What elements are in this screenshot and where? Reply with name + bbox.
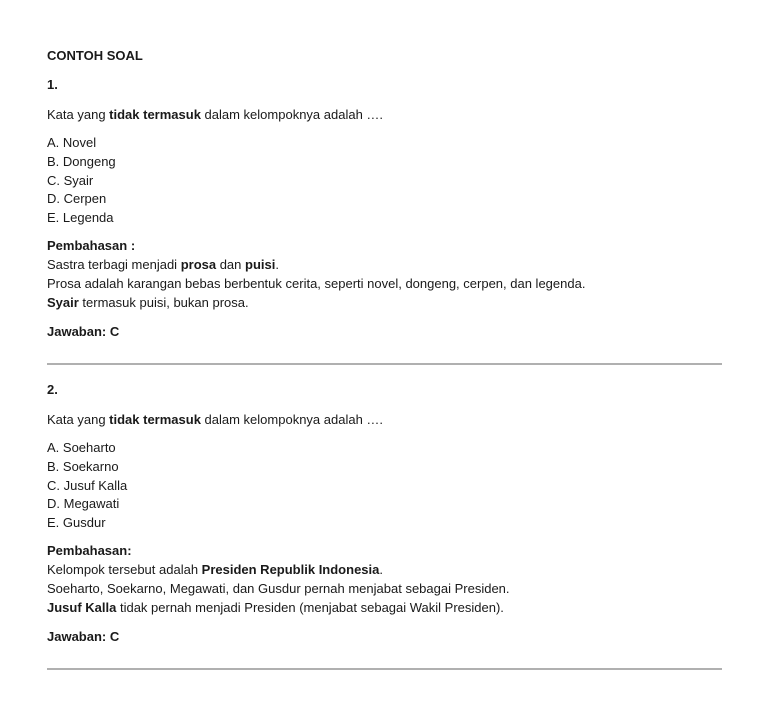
- question-1-answer: Jawaban: C: [47, 324, 120, 339]
- question-1-discussion-line-1: Sastra terbagi menjadi prosa dan puisi.: [47, 257, 279, 272]
- question-2-answer: Jawaban: C: [47, 629, 120, 644]
- question-2-option-b: B. Soekarno: [47, 459, 119, 474]
- question-2-prompt-text: Kata yang: [47, 412, 110, 427]
- question-1-option-c: C. Syair: [47, 173, 94, 188]
- question-1-discussion-label: Pembahasan :: [47, 238, 136, 253]
- question-1-prompt-text-end: dalam kelompoknya adalah ….: [200, 107, 384, 122]
- question-1-discussion-line-2: Prosa adalah karangan bebas berbentuk cerita, seperti novel, dongeng, cerpen, dan legenda.: [47, 276, 586, 291]
- question-1-option-d: D. Cerpen: [47, 191, 107, 206]
- question-2-discussion-line-1: Kelompok tersebut adalah Presiden Republik Indonesia.: [47, 562, 383, 577]
- question-1-option-e: E. Legenda: [47, 210, 114, 225]
- question-2-prompt: [47, 412, 383, 428]
- page-heading: CONTOH SOAL: [47, 48, 143, 63]
- question-2-discussion-label: Pembahasan:: [47, 543, 132, 558]
- question-2-discussion-line-2: Soeharto, Soekarno, Megawati, dan Gusdur pernah menjabat sebagai Presiden.: [47, 581, 510, 596]
- question-2-number: 2.: [47, 382, 58, 397]
- question-2-option-a: A. Soeharto: [47, 440, 116, 455]
- question-1-option-a: A. Novel: [47, 135, 97, 150]
- question-2-discussion-line-3: Jusuf Kalla tidak pernah menjadi Presiden (menjabat sebagai Wakil Presiden).: [47, 600, 504, 615]
- question-1-prompt: [47, 107, 383, 123]
- question-1-number: 1.: [47, 77, 58, 92]
- question-1-prompt-emphasis: tidak termasuk: [109, 107, 201, 122]
- question-1-discussion-line-3: Syair termasuk puisi, bukan prosa.: [47, 295, 249, 310]
- question-2-option-e: E. Gusdur: [47, 515, 106, 530]
- question-2-prompt-emphasis: tidak termasuk: [109, 412, 201, 427]
- question-2-prompt-text-end: dalam kelompoknya adalah ….: [200, 412, 384, 427]
- question-1-prompt-text: Kata yang: [47, 107, 110, 122]
- question-2-option-d: D. Megawati: [47, 496, 120, 511]
- section-divider: [47, 363, 722, 365]
- question-2-option-c: C. Jusuf Kalla: [47, 478, 128, 493]
- question-1-option-b: B. Dongeng: [47, 154, 116, 169]
- section-divider: [47, 668, 722, 670]
